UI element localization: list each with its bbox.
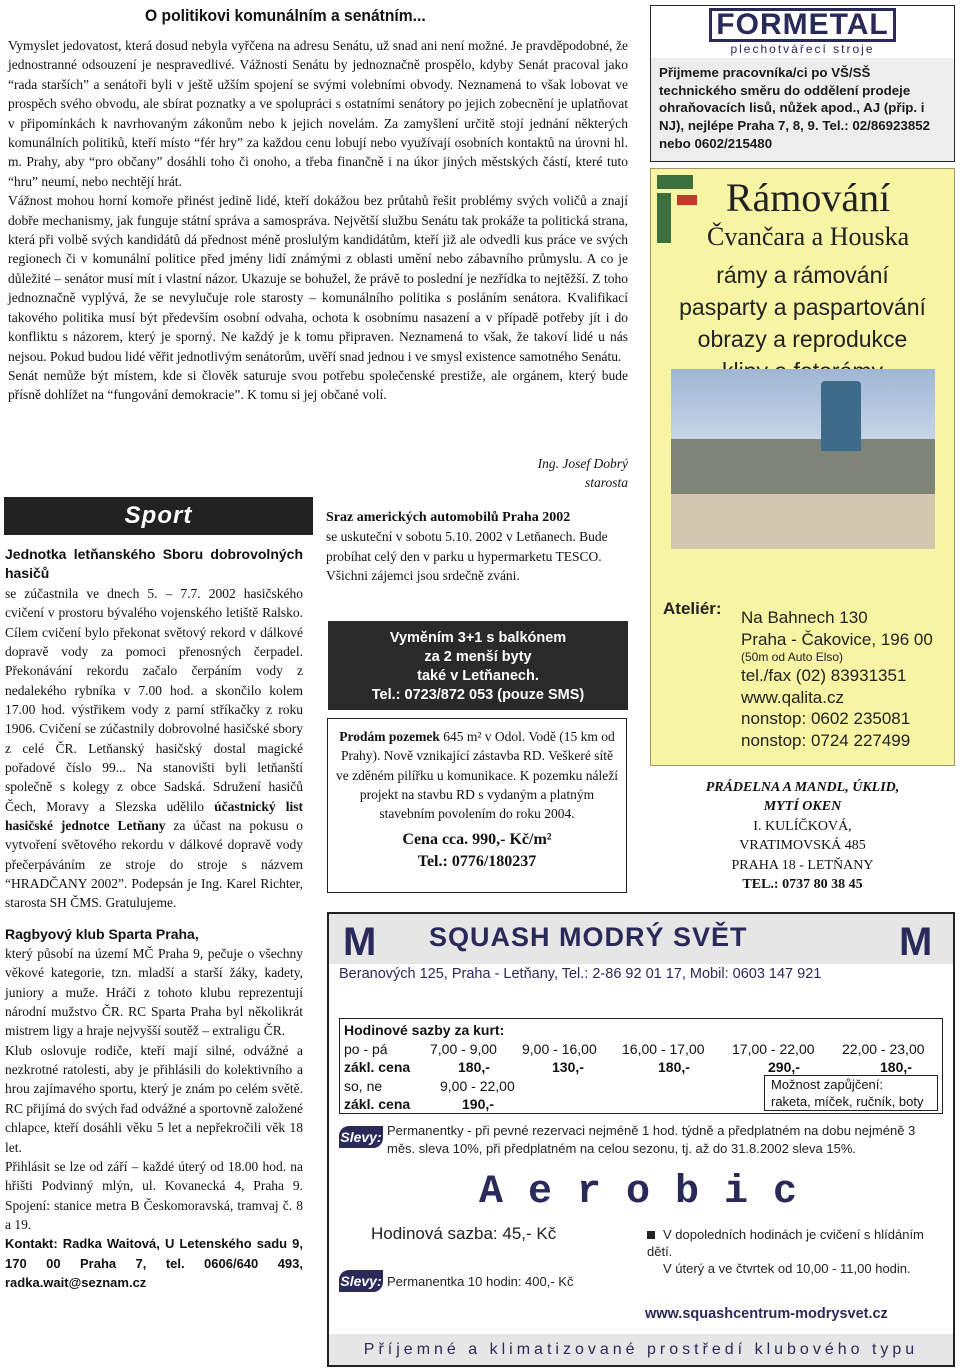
addr-line: (50m od Auto Elso) xyxy=(741,650,844,664)
squash-footer: Příjemné a klimatizované prostředí klubového typu xyxy=(329,1334,953,1365)
formetal-text: Přijmeme pracovníka/ci po VŠ/SŠ technického směru do oddělení prodeje ohraňovacích lisů, nůžek apod., AJ (přip. i NJ), nejlépe Praha 7, 8, 9. Tel.: 02/86923852 nebo 0602/215480 xyxy=(651,58,954,161)
sport-banner xyxy=(4,497,313,535)
framing-service: rámy a rámování xyxy=(716,262,889,288)
addr-line: Na Bahnech 130 xyxy=(741,608,868,627)
base-price-label: zákl. cena xyxy=(344,1059,411,1075)
signature-role: starosta xyxy=(584,475,628,491)
aerobic-rate: Hodinová sazba: 45,- Kč xyxy=(371,1224,557,1243)
weekend-time: 9,00 - 22,00 xyxy=(440,1078,515,1094)
framing-ad xyxy=(650,168,955,766)
car-meet-notice xyxy=(326,508,628,586)
weekday-price: 180,- xyxy=(458,1059,490,1075)
framing-title-block xyxy=(707,175,909,253)
discount-badge-2: Slevy: xyxy=(339,1270,383,1292)
addr-line: tel./fax (02) 83931351 xyxy=(741,666,907,685)
weekday-price: 130,- xyxy=(552,1059,584,1075)
article-paragraph-2: Vážnost mohou horní komoře přinést jedině lidé, kteří dokážou bez průtahů řešit problémy svých voličů a znají dobře mechanismy, jak funguje státní správa a samospráva. Největší službu Senátu tak prokáže ta politická strana, která při volbě svých kandidátů dá přednost méně proslulým kandidátům, kteří již ale odvedli kus práce ve svých regionech či v komunální politice před jmény lidí známými z oblasti umění nebo zábavního průmyslu. A co je důležité – senátor musí mít i vlastní názor. Ukazuje se bohužel, že právě to poslední je nezřídka to nejtěžší. Z toho jednoznačně vyplývá, že se nevylučuje role starosty – komunálního politika s posláním senátora. Kvalifikací takového politika musí být především osobní odvaha, ochota k osobnímu nasazení a v případě potřeby jít i do konfliktu s názorem, který je sporný. Ne každý je k tomu připraven. Neznamená to však, že takoví lidé u nás nejsou. Pokud budou lidé věřit jednotlivým senátorům, uvěří snad jednou i ve smysl existence samotného Senátu. xyxy=(8,193,628,364)
addr-line: Praha - Čakovice, 196 00 xyxy=(741,629,933,649)
weekday-time: 22,00 - 23,00 xyxy=(842,1041,925,1057)
car-meet-text: se uskuteční v sobotu 5.10. 2002 v Letňanech. Bude probíhat celý den v parku u hypermarketu TESCO. Všichni zájemci jsou srdečně zváni. xyxy=(326,529,608,584)
aerobic-note-1: V dopoledních hodinách je cvičení s hlídáním dětí. xyxy=(647,1227,924,1259)
rugby-text-1: který působí na území MČ Praha 9, pečuje o všechny věkové kategorie, tzn. mladší a starší žáky, kadety, juniory a muže. Hráči z tohoto klubu reprezentují národní mužstvo ČR. RC Sparta Praha byl několikrát mistrem ligy a hraje nejvyšší soutěž – extraligu ČR. xyxy=(5,946,303,1039)
framing-header xyxy=(651,169,954,253)
rugby-title: Ragbyový klub Sparta Praha, xyxy=(5,925,199,942)
weekday-time: 9,00 - 16,00 xyxy=(522,1041,597,1057)
land-sale-ad xyxy=(327,718,627,893)
squash-address: Beranových 125, Praha - Letňany, Tel.: 2-86 92 01 17, Mobil: 0603 147 921 xyxy=(339,966,822,982)
formetal-ad xyxy=(650,5,955,162)
weekday-price: 180,- xyxy=(658,1059,690,1075)
website-link[interactable]: www.qalita.cz xyxy=(741,687,844,707)
aerobic-title: Aerobic xyxy=(479,1170,823,1215)
rental-label: Možnost zapůjčení: xyxy=(771,1077,884,1092)
fire-brigade-title: Jednotka letňanského Sboru dobrovolných hasičů xyxy=(5,546,303,582)
weekday-price: 290,- xyxy=(768,1059,800,1075)
rates-table xyxy=(339,1018,943,1114)
framing-services xyxy=(651,259,954,387)
discount-text: Permanentky - při pevné rezervaci nejméně 1 hod. týdně a předplatném na dobu nejméně 3 měs. sleva 10%, při předplatném na celou sezonu, tj. až do 31.8.2002 sleva 15%. xyxy=(387,1123,916,1156)
land-desc: 645 m² v Odol. Vodě (15 km od Prahy). Nově vznikající zástavba RD. Veškeré sítě ve zděném pilířku u komunikace. K pozemku náleží projekt na stavbu RD s vydaným a platným stavebním povolením do roku 2004. xyxy=(336,729,618,822)
framing-service: obrazy a reprodukce xyxy=(697,326,908,352)
article-paragraph-1: Vymyslet jedovatost, která dosud nebyla vyřčena na adresu Senátu, už snad ani není možné. Je pravděpodobné, že jednostranné odsouzení je nespravedlivé. Vážnosti Senátu by jednoznačně prospělo, kdyby Senát pracoval jako “rada starších” a senátoři byli v ještě užším spojení se svými volebními obvody. Neznamená to však lobovat ve prospěch svého obvodu, ale sbírat poznatky a ve spolupráci s ostatními senátory po jejich zobecnění je uplatňovat v připomínkách k navrhovaným zákonům nebo k jejich novelám. Za zamyšlení určitě stojí jednání některých komunálních politiků, kteří místo “fér hry” za každou cenu lobují nebo využívají osobních kontaktů na úrovni hl. m. Prahy, aby “pro občany” dosáhli toho či onoho, a třeba finančně i na úkor jiných městských částí, které tuto “hru” neumí, nebo nechtějí hrát. xyxy=(8,38,628,189)
squash-logo-left-icon: M xyxy=(343,920,377,964)
weekday-label: po - pá xyxy=(344,1041,388,1057)
photo-building xyxy=(671,439,935,494)
aerobic-discount: Permanentka 10 hodin: 400,- Kč xyxy=(387,1274,574,1289)
atelier-label: Ateliér: xyxy=(663,599,722,618)
laundry-city: PRAHA 18 - LETŇANY xyxy=(731,857,874,873)
article-title: O politikovi komunálním a senátním... xyxy=(145,6,426,25)
weekday-price: 180,- xyxy=(880,1059,912,1075)
land-price: Cena cca. 990,- Kč/m² xyxy=(402,831,552,849)
rates-title: Hodinové sazby za kurt: xyxy=(344,1022,505,1038)
signature-name: Ing. Josef Dobrý xyxy=(537,456,628,471)
squash-website-link[interactable]: www.squashcentrum-modrysvet.cz xyxy=(645,1306,888,1322)
rugby-text-2: Klub oslovuje rodiče, kteří mají silné, odvážné a nezkrotné ratolesti, aby je přihlásili do kolektivního a hrou zajímavého sportu, který je znám po celém světě. RC přijímá do svých řad odvážné a sportovně založené chlapce, kteří dosáhli věku 5 let a nepřekročili věk 18 let. xyxy=(5,1042,303,1155)
land-phone: Tel.: 0776/180237 xyxy=(417,853,537,871)
car-meet-title: Sraz amerických automobilů Praha 2002 xyxy=(326,510,571,525)
fire-text-bold: účastnický list hasičské jednotce Letňany xyxy=(5,798,303,833)
laundry-title-1: PRÁDELNA A MANDL, ÚKLID, xyxy=(705,780,900,795)
swap-line-3: také v Letňanech. xyxy=(417,668,539,684)
framing-title: Rámování xyxy=(725,175,891,220)
squash-logo-right-icon: M xyxy=(899,920,933,964)
atelier-address xyxy=(741,607,941,751)
swap-line-1: Vyměním 3+1 s balkónem xyxy=(389,630,567,646)
rugby-text-3: Přihlásit se lze od září – každé úterý od 18.00 hod. na hřišti Podvinný mlýn, ul. Kovanecká 4, Praha 9. Spojení: stanice metra B Českomoravská, tramvaj č. 8 a 19. xyxy=(5,1158,303,1232)
aerobic-note xyxy=(647,1226,937,1277)
weekday-time: 16,00 - 17,00 xyxy=(622,1041,705,1057)
land-text xyxy=(334,727,620,823)
photo-road xyxy=(671,494,935,549)
squash-ad xyxy=(327,912,955,1367)
aerobic-note-line-1 xyxy=(647,1226,937,1260)
formetal-logo-area xyxy=(651,6,954,58)
article-body xyxy=(8,36,628,405)
frame-deco-icon xyxy=(657,175,699,245)
rental-items: raketa, míček, ručník, boty xyxy=(771,1094,924,1109)
addr-line: nonstop: 0724 227499 xyxy=(741,730,911,750)
formetal-logo-sub: plechotvářecí stroje xyxy=(730,42,875,56)
bullet-icon xyxy=(647,1231,655,1239)
fire-brigade-text xyxy=(5,584,303,913)
article-paragraph-3: Senát nemůže být místem, kde si člověk saturuje svou potřebu společenské prestiže, ale orgánem, který bude přísně dohlížet na “fungování demokracie”. K tomu si jej občané volí. xyxy=(8,367,628,403)
framing-subtitle: Čvančara a Houska xyxy=(707,222,910,251)
aerobic-note-2: V úterý a ve čtvrtek od 10,00 - 11,00 hodin. xyxy=(663,1261,911,1276)
shop-photo xyxy=(671,369,935,549)
sport-banner-label: Sport xyxy=(124,502,193,529)
rugby-contact: Kontakt: Radka Waitová, U Letenského sadu 9, 170 00 Praha 7, tel. 0606/640 493, radka.wait@seznam.cz xyxy=(5,1236,303,1290)
fire-text-part-2: za účast na pokusu o vytvoření světového rekordu v dálkové dopravě vody přečerpáváním ze stroje do stroje s názvem “HRADČANY 2002”. Podepsán je Ing. Karel Richter, starosta SH ČMS. Gratulujeme. xyxy=(5,817,304,911)
base-price-label: zákl. cena xyxy=(344,1096,411,1112)
flat-swap-ad xyxy=(328,621,628,710)
fire-text-part-1: se zúčastnila ve dnech 5. – 7.7. 2002 hasičského cvičení v prostoru bývalého vojenského letiště Ralsko. Cílem cvičení bylo překonat světový rekord v dálkové dopravě vody za pomoci přenosných čerpadel. Překonávání rekordu začalo čerpáním vody z nedalekého rybníka v 7.00 hod. a skončilo kolem 17.00 hod. výstřikem vody z parní stříkačky z roku 1906. Cvičení se zúčastnily dobrovolné hasičské sbory z celé ČR. Letňanský hasičský dostal magické pořadové číslo 99... Na stanovišti byli letňanští společně s kolegy z obce Sadská. Sdružení hasičů Čech, Moravy a Slezska udělilo xyxy=(5,585,303,814)
swap-line-2: za 2 menší byty xyxy=(424,649,532,665)
land-bold: Prodám pozemek xyxy=(339,729,440,744)
squash-title: SQUASH MODRÝ SVĚT xyxy=(429,922,748,952)
laundry-name: I. KULÍČKOVÁ, xyxy=(753,818,852,834)
laundry-title-2: MYTÍ OKEN xyxy=(763,799,842,815)
laundry-tel: TEL.: 0737 80 38 45 xyxy=(742,877,863,893)
discount-badge: Slevy: xyxy=(339,1126,383,1148)
rental-box xyxy=(764,1075,938,1111)
swap-line-4: Tel.: 0723/872 053 (pouze SMS) xyxy=(371,687,585,703)
sport-column xyxy=(5,545,303,1292)
weekday-time: 17,00 - 22,00 xyxy=(732,1041,815,1057)
formetal-logo: FORMETAL xyxy=(709,8,895,42)
weekend-label: so, ne xyxy=(344,1078,383,1094)
squash-header xyxy=(329,914,953,964)
framing-service: pasparty a paspartování xyxy=(679,294,926,320)
laundry-ad xyxy=(650,778,955,894)
laundry-street: VRATIMOVSKÁ 485 xyxy=(739,838,866,854)
addr-line: nonstop: 0602 235081 xyxy=(741,709,911,728)
weekday-time: 7,00 - 9,00 xyxy=(430,1041,497,1057)
article-signature xyxy=(470,454,628,493)
weekend-price: 190,- xyxy=(462,1096,494,1112)
photo-water-tank xyxy=(821,381,861,451)
